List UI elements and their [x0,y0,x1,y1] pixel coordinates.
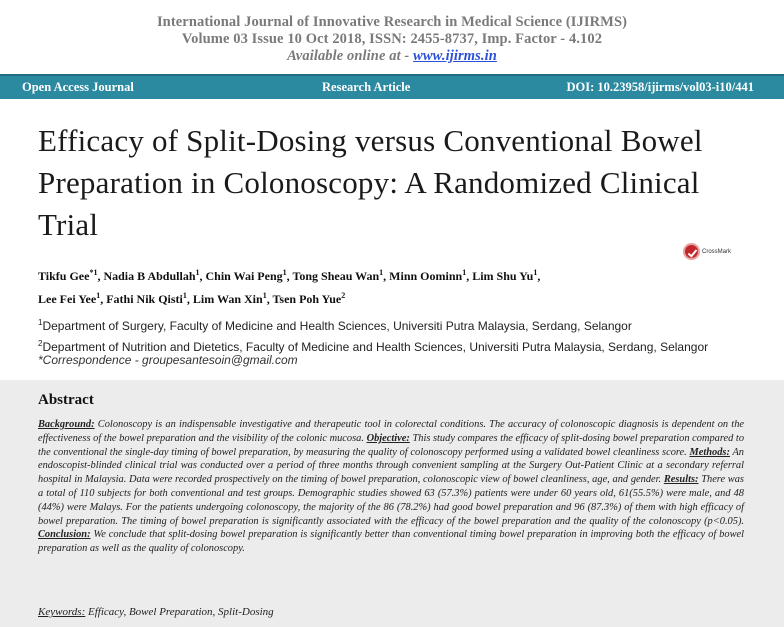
author: Lee Fei Yee$^1$ [38,291,101,306]
methods-text: An endoscopist-blinded clinical trial was conducted over a period of three months through convenient sampling at the Surgery Out-Patient Clinic at a secondary referral hospital in Malaysia. Data were recorded prospectively on the timing of bowel preparation, colonoscopic view of bowel cleanliness, age, and gender. [38,446,745,486]
article-title: Efficacy of Split-Dosing versus Conventional Bowel Preparation in Colonoscopy: A Randomized Clinical Trial [38,123,703,242]
affiliation: $^2$Department of Nutrition and Dietetics, Faculty of Medicine and Health Sciences, Universiti Putra Malaysia, Serdang, Selangor [38,339,709,354]
author: Lim Shu Yu$^1$ [472,268,538,283]
conclusion-text: We conclude that split-dosing bowel preparation is significantly better than conventional timing bowel preparation in improving both the efficacy of bowel preparation as well as the quality of colonoscopy. [38,529,744,555]
journal-issue: Volume 03 Issue 10 Oct 2018, ISSN: 2455-8737, Imp. Factor - 4.102 [181,31,603,47]
author: Lim Wan Xin$^1$ [192,291,267,306]
author: Chin Wai Peng$^1$ [205,268,287,283]
affiliations [38,314,758,356]
methods-label: Methods: [689,446,730,458]
journal-name: International Journal of Innovative Research in Medical Science (IJIRMS) [156,14,628,30]
journal-availability [0,48,784,65]
objective-text: This study compares the efficacy of split-dosing bowel preparation compared to the conventional the single-day timing of bowel preparation, by measuring the quality of colonoscopy performed using a validated bowel cleanliness score. [38,432,745,458]
journal-website-link[interactable]: www.ijirms.in [413,48,497,64]
keywords [38,606,274,618]
results-label: Results: [663,474,699,486]
abstract-body [38,418,744,556]
article-type-label: Research Article [322,80,411,94]
crossmark-label: CrossMark [702,248,732,255]
objective-label: Objective: [366,432,410,444]
correspondence: *Correspondence - groupesantesoin@gmail.com [38,353,298,367]
keywords-text: Efficacy, Bowel Preparation, Split-Dosing [85,606,274,618]
abstract-heading: Abstract [38,392,94,408]
author: Tsen Poh Yue$^2$ [272,291,346,306]
author: Nadia B Abdullah$^1$ [103,268,200,283]
crossmark-badge[interactable] [683,243,731,260]
background-label: Background: [38,419,95,430]
results-text: There was a total of 110 subjects for both conventional and test groups. Demographic studies showed 63 (57.3%) patients were under 60 years old, 61(55.5%) were male, and 48 (44%) were Malays. For the patients undergoing colonoscopy, the majority of the 86 (78.2%) had good bowel preparation and 96 (87.3%) of them with high efficacy of bowel preparation. The timing of bowel preparation is significantly associated with the efficacy of the bowel preparation and the quality of the colonoscopy (p<0.05). [38,474,744,527]
journal-header [0,14,784,65]
background-text: Colonoscopy is an indispensable investigative and therapeutic tool in colorectal conditions. The accuracy of colonoscopic diagnosis is dependent on the effectiveness of the bowel preparation and the visibility of the colonic mucosa. [38,419,744,444]
affiliation: $^1$Department of Surgery, Faculty of Medicine and Health Sciences, Universiti Putra Malaysia, Serdang, Selangor [38,318,632,333]
author: Tikfu Gee$^{*1}$ [38,268,98,283]
open-access-label: Open Access Journal [22,80,134,94]
conclusion-label: Conclusion: [38,529,91,541]
crossmark-icon [683,243,700,260]
doi-label[interactable]: DOI: 10.23958/ijirms/vol03-i10/441 [566,80,754,94]
author: Fathi Nik Qisti$^1$ [106,291,187,306]
author: Minn Oominn$^1$ [389,268,467,283]
article-banner [0,74,784,99]
availability-prefix: Available online at - [287,48,414,64]
author-list: Tikfu Gee$^{*1}$, Nadia B Abdullah$^1$, Chin Wai Peng$^1$, Tong Sheau Wan$^1$, Minn Oominn$^1$, Lim Shu Yu$^1$, Lee Fei Yee$^1$, Fathi Nik Qisti$^1$, Lim Wan Xin$^1$, Tsen Poh Yue$^2$ [38,268,541,306]
author: Tong Sheau Wan$^1$ [292,268,384,283]
keywords-label: Keywords: [38,606,86,618]
